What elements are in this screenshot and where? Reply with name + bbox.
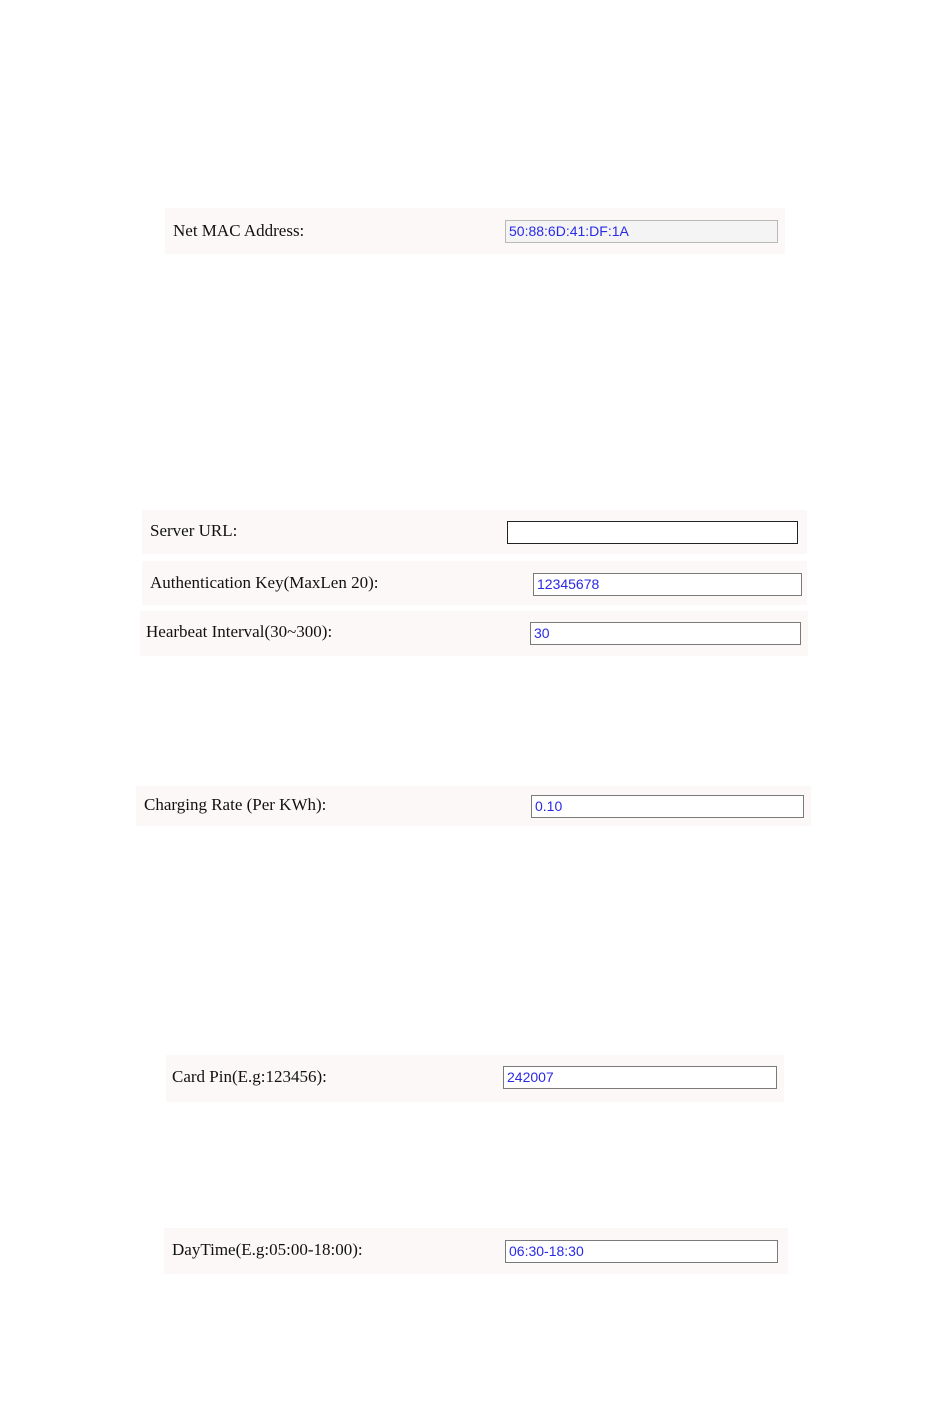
server-url-row	[142, 510, 807, 554]
charging-rate-input[interactable]: 0.10	[531, 795, 804, 818]
net-mac-field: 50:88:6D:41:DF:1A	[505, 220, 778, 243]
heartbeat-row	[140, 611, 808, 656]
auth-key-input[interactable]: 12345678	[533, 573, 802, 596]
card-pin-row	[166, 1055, 784, 1102]
card-pin-input[interactable]: 242007	[503, 1066, 777, 1089]
card-pin-label: Card Pin(E.g:123456):	[172, 1067, 327, 1086]
server-url-label: Server URL:	[150, 521, 238, 540]
net-mac-row	[165, 208, 785, 254]
auth-key-label: Authentication Key(MaxLen 20):	[150, 573, 379, 592]
daytime-label: DayTime(E.g:05:00-18:00):	[172, 1240, 363, 1259]
server-url-input[interactable]	[507, 521, 798, 544]
heartbeat-label: Hearbeat Interval(30~300):	[146, 622, 333, 641]
charging-rate-row	[136, 786, 811, 826]
net-mac-label: Net MAC Address:	[173, 221, 305, 240]
daytime-row	[164, 1228, 788, 1274]
auth-key-row	[142, 561, 807, 605]
charging-rate-label: Charging Rate (Per KWh):	[144, 795, 327, 814]
heartbeat-input[interactable]: 30	[530, 622, 801, 645]
daytime-input[interactable]: 06:30-18:30	[505, 1240, 778, 1263]
